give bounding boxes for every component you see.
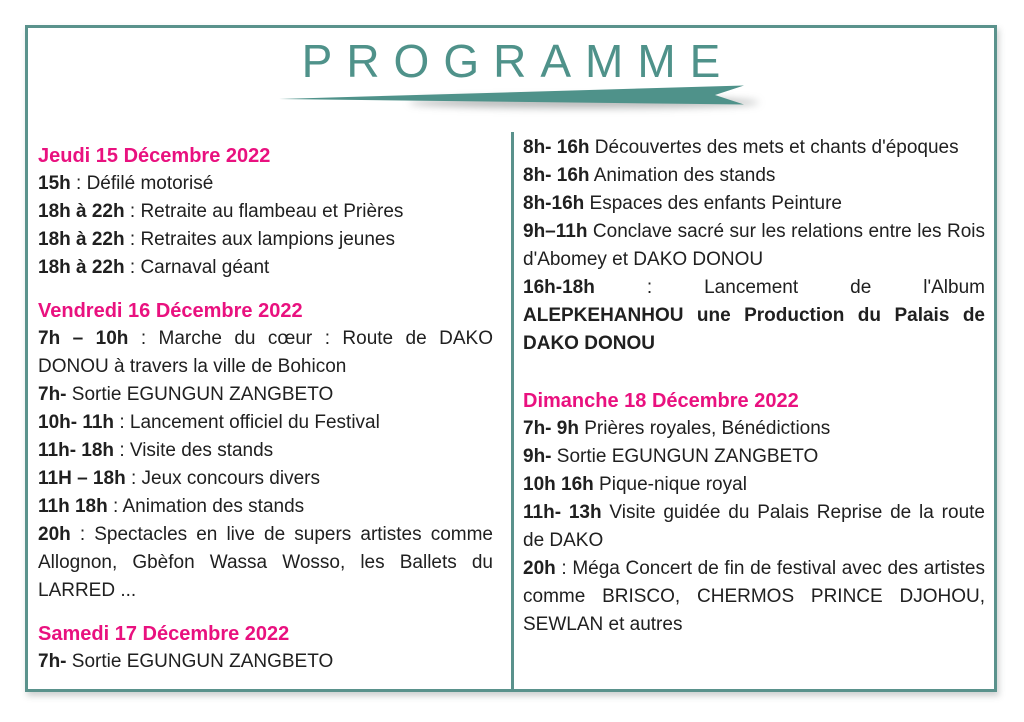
schedule-item [38,437,493,465]
item-text: Prières royales, Bénédictions [578,418,831,439]
time-label: 18h à 22h [38,229,125,250]
schedule-item [523,499,985,555]
right-column [514,132,994,689]
time-label: 7h- 9h [523,418,579,439]
time-label: 10h- 11h [38,412,115,433]
time-label: 7h- [38,651,67,672]
time-label: 8h- 16h [523,137,590,158]
item-text: Espaces des enfants Peinture [584,193,842,214]
section-header-date: Vendredi 16 Décembre 2022 [38,300,303,322]
section-jeudi-15 [38,142,493,282]
item-text: Animation des stands [589,165,776,186]
item-text: : Spectacles en live de supers artistes comme Allognon, Gbèfon Wassa Wosso, les Ballets du LARRED ... [38,524,493,601]
time-label: 8h- 16h [523,165,590,186]
schedule-item [523,190,985,218]
schedule-item-album-launch [523,274,985,358]
section-samedi-17-continued [523,134,985,358]
time-label: 20h [523,558,556,579]
schedule-item [523,443,985,471]
title-underline [279,84,744,108]
time-label: 15h [38,173,71,194]
frame-border [25,25,997,692]
schedule-item [523,471,985,499]
item-text-bold: ALEPKEHANHOU une Production du Palais de DAKO DONOU [523,305,985,354]
item-text: Sortie EGUNGUN ZANGBETO [551,446,819,467]
left-column [28,132,511,689]
schedule-item [38,170,493,198]
schedule-item [523,415,985,443]
masthead [28,28,994,108]
time-label: 11h 18h [38,496,108,517]
item-text: : Lancement de l'Album [594,277,985,298]
item-text: : Défilé motorisé [70,173,214,194]
time-label: 11h- 18h [38,440,115,461]
schedule-item [38,521,493,605]
schedule-item [38,409,493,437]
item-text: : Lancement officiel du Festival [114,412,380,433]
section-header-date: Samedi 17 Décembre 2022 [38,623,290,645]
item-text: Sortie EGUNGUN ZANGBETO [66,384,334,405]
section-header-date: Dimanche 18 Décembre 2022 [523,390,799,412]
schedule-item [38,648,493,676]
page-title: PROGRAMME [301,35,735,87]
time-label: 10h 16h [523,474,594,495]
schedule-item [38,465,493,493]
section-samedi-17 [38,620,493,676]
item-text: : Retraite au flambeau et Prières [124,201,404,222]
item-text: : Méga Concert de fin de festival avec des artistes comme BRISCO, CHERMOS PRINCE DJOHOU, SEWLAN et autres [523,558,985,635]
time-label: 16h-18h [523,277,595,298]
schedule-item [38,493,493,521]
schedule-content [28,132,994,689]
item-text: : Marche du cœur : Route de DAKO DONOU à travers la ville de Bohicon [38,328,493,377]
item-text: : Carnaval géant [124,257,270,278]
schedule-item [38,226,493,254]
time-label: 11h- 13h [523,502,602,523]
item-text: Sortie EGUNGUN ZANGBETO [66,651,334,672]
schedule-item [523,218,985,274]
time-label: 18h à 22h [38,257,125,278]
item-text: : Visite des stands [114,440,274,461]
time-label: 18h à 22h [38,201,125,222]
item-text: : Animation des stands [107,496,305,517]
item-text: Conclave sacré sur les relations entre les Rois d'Abomey et DAKO DONOU [523,221,985,270]
schedule-item [38,325,493,381]
schedule-item [38,198,493,226]
time-label: 9h- [523,446,552,467]
section-header-date: Jeudi 15 Décembre 2022 [38,145,271,167]
time-label: 7h – 10h [38,328,129,349]
item-text: : Retraites aux lampions jeunes [124,229,395,250]
item-text: : Jeux concours divers [125,468,320,489]
item-text: Découvertes des mets et chants d'époques [589,137,959,158]
time-label: 8h-16h [523,193,585,214]
time-label: 11H – 18h [38,468,126,489]
section-dimanche-18 [523,387,985,639]
time-label: 9h–11h [523,221,588,242]
time-label: 7h- [38,384,67,405]
time-label: 20h [38,524,71,545]
arrow-swoosh-icon [279,84,744,106]
item-text: Pique-nique royal [593,474,747,495]
schedule-item [523,162,985,190]
schedule-item [38,254,493,282]
schedule-item [38,381,493,409]
schedule-item [523,134,985,162]
schedule-item [523,555,985,639]
section-vendredi-16 [38,297,493,605]
item-text: Visite guidée du Palais Reprise de la route de DAKO [523,502,985,551]
